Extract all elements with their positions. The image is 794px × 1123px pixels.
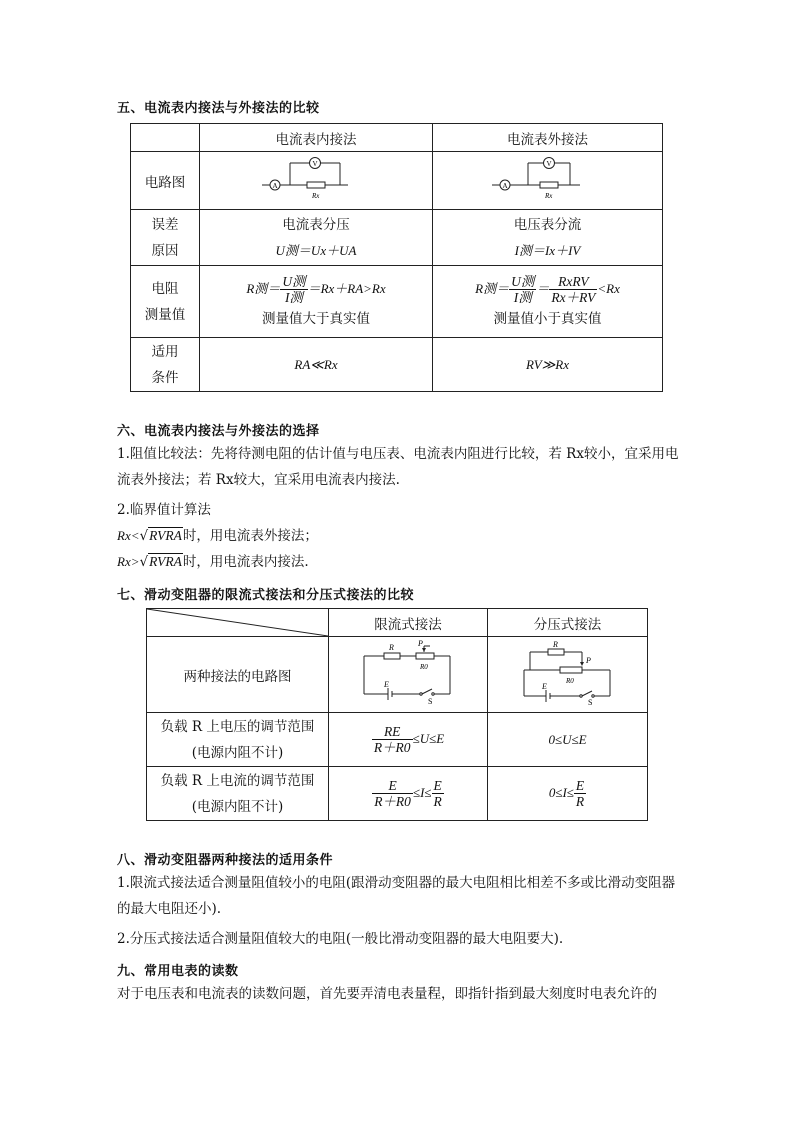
p-label: P <box>418 639 423 648</box>
i-divide-fraction <box>574 778 586 809</box>
section6-p3: Rx<√RVRA时，用电流表外接法； <box>117 528 318 544</box>
res-outer-mid: ＝ <box>536 280 550 296</box>
voltage-limit-cell <box>329 713 488 767</box>
u-limit-rhs: ≤U≤E <box>412 731 445 746</box>
circuit-divide-cell <box>488 637 648 713</box>
circuit-inner-cell <box>200 152 433 210</box>
circuit-inner-diagram <box>256 153 376 205</box>
res-outer-num2: RxRV <box>549 274 597 290</box>
i-limit-mid: ≤I≤ <box>412 785 432 800</box>
section6-p4-lhs: Rx> <box>117 554 140 569</box>
section7-heading: 七、滑动变阻器的限流式接法和分压式接法的比较 <box>117 588 415 603</box>
cond-inner: RA≪Rx <box>200 338 433 392</box>
voltmeter-label: V <box>312 159 318 168</box>
header-divide: 分压式接法 <box>488 609 648 637</box>
ammeter-label: A <box>272 181 278 190</box>
u-limit-num: RE <box>372 724 413 740</box>
diagonal-corner-cell <box>147 609 329 637</box>
s-label: S <box>428 696 433 706</box>
e-label: E <box>541 681 547 691</box>
res-outer-den: I测 <box>513 289 532 305</box>
voltmeter-label: V <box>546 159 552 168</box>
section8-p1: 1.限流式接法适合测量阻值较小的电阻(跟滑动变阻器的最大电阻相比相差不多或比滑动变阻器的最大电阻还小). <box>117 875 676 917</box>
circuit-outer-diagram <box>488 153 608 205</box>
row-label-current-line2: (电源内阻不计) <box>191 798 284 815</box>
r0-label: R0 <box>565 676 574 685</box>
section6-p1: 1.阻值比较法：先将待测电阻的估计值与电压表、电流表内阻进行比较，若 Rx较小，宜采用电流表外接法；若 Rx较大，宜采用电流表内接法. <box>117 446 679 488</box>
u-limit-fraction <box>372 724 413 755</box>
res-inner-note: 测量值大于真实值 <box>262 310 370 327</box>
i-limit-fraction2 <box>432 778 444 809</box>
i-divide-num: E <box>575 778 585 793</box>
comparison-table-rheostat <box>146 608 648 821</box>
row-label-voltage-line1: 负载 R 上电压的调节范围 <box>160 718 315 735</box>
circuit-limit-cell <box>329 637 488 713</box>
error-inner-cell <box>200 210 433 266</box>
row-label-resistance-line2: 测量值 <box>144 306 186 323</box>
resistance-outer-cell <box>433 266 663 338</box>
slider-arrow <box>580 662 584 666</box>
ammeter-label: A <box>502 181 508 190</box>
row-label-error <box>131 210 200 266</box>
diagonal-line <box>147 609 328 636</box>
section6-p3-lhs: Rx< <box>117 528 140 543</box>
current-divide-cell <box>488 767 648 821</box>
row-label-voltage <box>147 713 329 767</box>
cond-outer: RV≫Rx <box>433 338 663 392</box>
row-label-circuit: 电路图 <box>131 152 200 210</box>
header-limit: 限流式接法 <box>329 609 488 637</box>
res-inner-fraction <box>280 274 307 305</box>
res-outer-den2: Rx＋RV <box>551 289 596 305</box>
i-limit-den2: R <box>433 794 442 809</box>
resistance-inner-cell <box>200 266 433 338</box>
section6-p4-sqrt: RVRA <box>149 554 182 569</box>
header-outer: 电流表外接法 <box>433 124 663 152</box>
i-divide-den: R <box>575 794 585 809</box>
e-label: E <box>384 679 389 689</box>
rx-label: Rx <box>312 191 320 200</box>
res-outer-fraction2 <box>549 274 597 305</box>
section6-heading: 六、电流表内接法与外接法的选择 <box>117 424 320 439</box>
p-label: P <box>585 655 591 665</box>
resistance-inner-formula <box>200 272 432 306</box>
row-label-current-line1: 负载 R 上电流的调节范围 <box>160 772 315 789</box>
error-inner-text: 电流表分压 <box>282 216 350 233</box>
section6-p2: 2.临界值计算法 <box>117 502 211 518</box>
res-inner-num: U测 <box>282 273 306 289</box>
circuit-limit-diagram <box>358 640 458 706</box>
res-outer-rhs: <Rx <box>597 280 620 296</box>
res-inner-rhs: ＝Rx＋RA>Rx <box>307 280 386 296</box>
i-limit-num: E <box>372 778 413 794</box>
error-outer-formula: I测＝Ix＋IV <box>514 242 581 258</box>
section9-p1: 对于电压表和电流表的读数问题，首先要弄清电表量程，即指针指到最大刻度时电表允许的 <box>117 986 657 1002</box>
circuit-divide-diagram <box>518 640 618 706</box>
error-outer-cell <box>433 210 663 266</box>
row-label-error-line1: 误差 <box>151 216 179 233</box>
s-label: S <box>587 697 592 706</box>
section8-heading: 八、滑动变阻器两种接法的适用条件 <box>117 853 334 868</box>
section9-heading: 九、常用电表的读数 <box>117 964 239 979</box>
comparison-table-ammeter <box>130 123 663 392</box>
r-label: R <box>389 642 394 652</box>
res-outer-lhs: R测＝ <box>475 280 510 296</box>
res-inner-lhs: R测＝ <box>246 280 281 296</box>
section6-p4-rhs: 时，用电流表内接法. <box>182 554 309 570</box>
circuit-outer-cell <box>433 152 663 210</box>
section6-p4: Rx>√RVRA时，用电流表内接法. <box>117 554 309 570</box>
row-label-current <box>147 767 329 821</box>
res-outer-note: 测量值小于真实值 <box>493 310 602 327</box>
error-outer-text: 电压表分流 <box>513 216 582 233</box>
i-limit-fraction1 <box>372 778 413 809</box>
row-label-condition <box>131 338 200 392</box>
i-limit-den: R＋R0 <box>374 794 411 809</box>
section5-heading: 五、电流表内接法与外接法的比较 <box>117 101 320 116</box>
resistance-outer-formula <box>433 272 662 306</box>
u-divide: 0≤U≤E <box>488 713 648 767</box>
current-limit-cell <box>329 767 488 821</box>
r-label: R <box>552 639 558 649</box>
i-divide-lhs: 0≤I≤ <box>548 785 574 800</box>
u-limit-den: R＋R0 <box>373 740 411 755</box>
row-label-circuit: 两种接法的电路图 <box>147 637 329 713</box>
error-inner-formula: U测＝Ux＋UA <box>275 242 357 258</box>
corner-cell <box>131 124 200 152</box>
row-label-condition-line2: 条件 <box>151 369 179 386</box>
r0-label: R0 <box>420 662 428 671</box>
rx-label: Rx <box>544 191 552 200</box>
i-limit-num2: E <box>433 778 442 793</box>
row-label-resistance <box>131 266 200 338</box>
header-inner: 电流表内接法 <box>200 124 433 152</box>
res-inner-den: I测 <box>284 289 303 305</box>
section6-p3-rhs: 时，用电流表外接法； <box>182 528 318 544</box>
res-outer-fraction1 <box>509 274 536 305</box>
row-label-voltage-line2: (电源内阻不计) <box>191 744 284 761</box>
row-label-resistance-line1: 电阻 <box>151 280 179 297</box>
row-label-error-line2: 原因 <box>151 242 179 259</box>
row-label-condition-line1: 适用 <box>151 343 179 360</box>
section6-p3-sqrt: RVRA <box>149 528 182 543</box>
slider-arrow <box>422 648 426 652</box>
res-outer-num: U测 <box>511 273 535 289</box>
section8-p2: 2.分压式接法适合测量阻值较大的电阻(一般比滑动变阻器的最大电阻要大). <box>117 931 564 947</box>
